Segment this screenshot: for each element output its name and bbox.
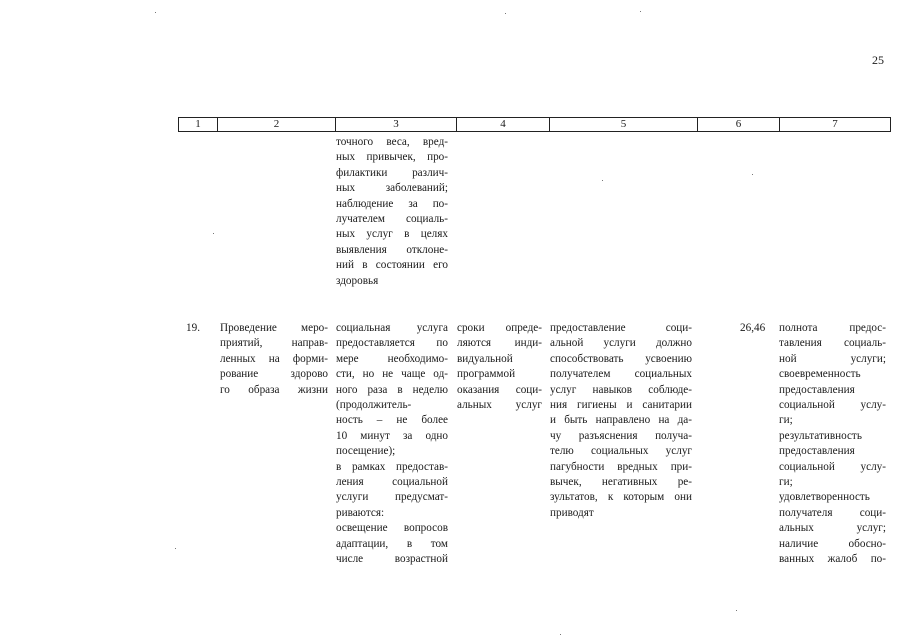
text-line: предоставление соци- [550,322,692,334]
text-line: альных услуг; [779,522,886,535]
text-line: наличие обосно- [779,537,886,550]
text-line: сроки опреде- [457,322,542,334]
text-line: рование здорово [220,368,328,381]
text-line: ленных на форми- [220,352,328,365]
text-line: приятий, направ- [220,337,328,350]
text-line: зультатов, к которым они [550,491,692,504]
text-line: и быть направлено на да- [550,414,692,427]
text-line: лучателем социаль- [336,213,448,226]
row19-tariff-value: 26,46 [740,322,766,334]
text-line: альных услуг [457,399,542,412]
text-line: числе возрастной [336,553,448,566]
text-line: программой [457,368,516,381]
text-line: получателя соци- [779,506,886,519]
row19-service-name [220,321,328,398]
text-line: риваются: [336,506,385,519]
text-line: точного веса, вред- [336,136,448,148]
text-line: альной услуги должно [550,337,692,350]
text-line: социальная услуга [336,322,448,334]
text-line: выявления отклоне- [336,243,448,256]
text-line: видуальной [457,352,513,365]
text-line: посещение); [336,445,396,458]
scan-speck [505,13,506,14]
text-line: предоставления [779,383,855,396]
text-line: услуги предусмат- [336,491,448,504]
text-line: мере необходимо- [336,352,448,365]
scan-speck [640,11,641,12]
header-cell-4: 4 [457,118,550,131]
continuation-col3-text [336,135,448,289]
text-line: адаптации, в том [336,537,448,550]
text-line: ний в состоянии его [336,259,448,272]
text-line: ванных жалоб по- [779,553,886,566]
text-line: результативность [779,429,862,442]
text-line: ных заболеваний; [336,182,448,195]
text-line: ного раза в неделю [336,383,448,396]
scan-speck [175,548,176,549]
text-line: приводят [550,506,594,519]
text-line: здоровья [336,274,379,287]
scan-speck [752,174,753,175]
text-line: ных услуг в целях [336,228,448,241]
scan-speck [155,12,156,13]
header-cell-7: 7 [832,118,838,130]
row19-quality-indicators [779,321,886,568]
text-line: го образа жизни [220,383,328,396]
scan-speck [736,610,737,611]
text-line: ность – не более [336,414,448,427]
text-line: предоставления [779,445,855,458]
scan-speck [602,180,603,181]
text-line: в рамках предостав- [336,460,448,473]
text-line: филактики различ- [336,166,448,179]
row19-service-description [336,321,448,568]
row-number: 19. [186,322,200,334]
text-line: социальной услу- [779,399,886,412]
page-number: 25 [872,53,884,67]
text-line: своевременность [779,368,861,381]
text-line: услуг навыков соблюде- [550,383,692,396]
text-line: удовлетворенность [779,491,870,504]
text-line: ления социальной [336,476,448,489]
text-line: Проведение меро- [220,322,328,334]
text-line: 10 минут за одно [336,429,448,442]
text-line: чу разъяснения получа- [550,429,692,442]
header-cell-1: 1 [179,118,218,131]
text-line: социальной услу- [779,460,886,473]
text-line: предоставляется по [336,337,448,350]
row19-service-terms [457,321,542,413]
text-line: ги; [779,476,793,489]
text-line: способствовать усвоению [550,352,692,365]
header-cell-2: 2 [218,118,336,131]
scan-speck [560,634,561,635]
text-line: ния гигиены и санитарии [550,399,692,412]
text-line: ги; [779,414,793,427]
text-line: ных привычек, про- [336,151,448,164]
text-line: освещение вопросов [336,522,448,535]
text-line: оказания соци- [457,383,542,396]
text-line: тавления социаль- [779,337,886,350]
table-header-row [178,117,891,132]
text-line: (продолжитель- [336,399,412,412]
header-cell-5: 5 [550,118,698,131]
text-line: получателем социальных [550,368,692,381]
text-line: ляются инди- [457,337,542,350]
text-line: пагубности вредных при- [550,460,692,473]
text-line: ной услуги; [779,352,886,365]
header-cell-6: 6 [698,118,780,131]
text-line: сти, но не чаще од- [336,368,448,381]
scan-speck [213,233,214,234]
text-line: телю социальных услуг [550,445,692,458]
header-cell-3: 3 [336,118,457,131]
row19-service-standard [550,321,692,521]
text-line: вычек, негативных ре- [550,476,692,489]
text-line: полнота предос- [779,322,886,334]
text-line: наблюдение за по- [336,197,448,210]
